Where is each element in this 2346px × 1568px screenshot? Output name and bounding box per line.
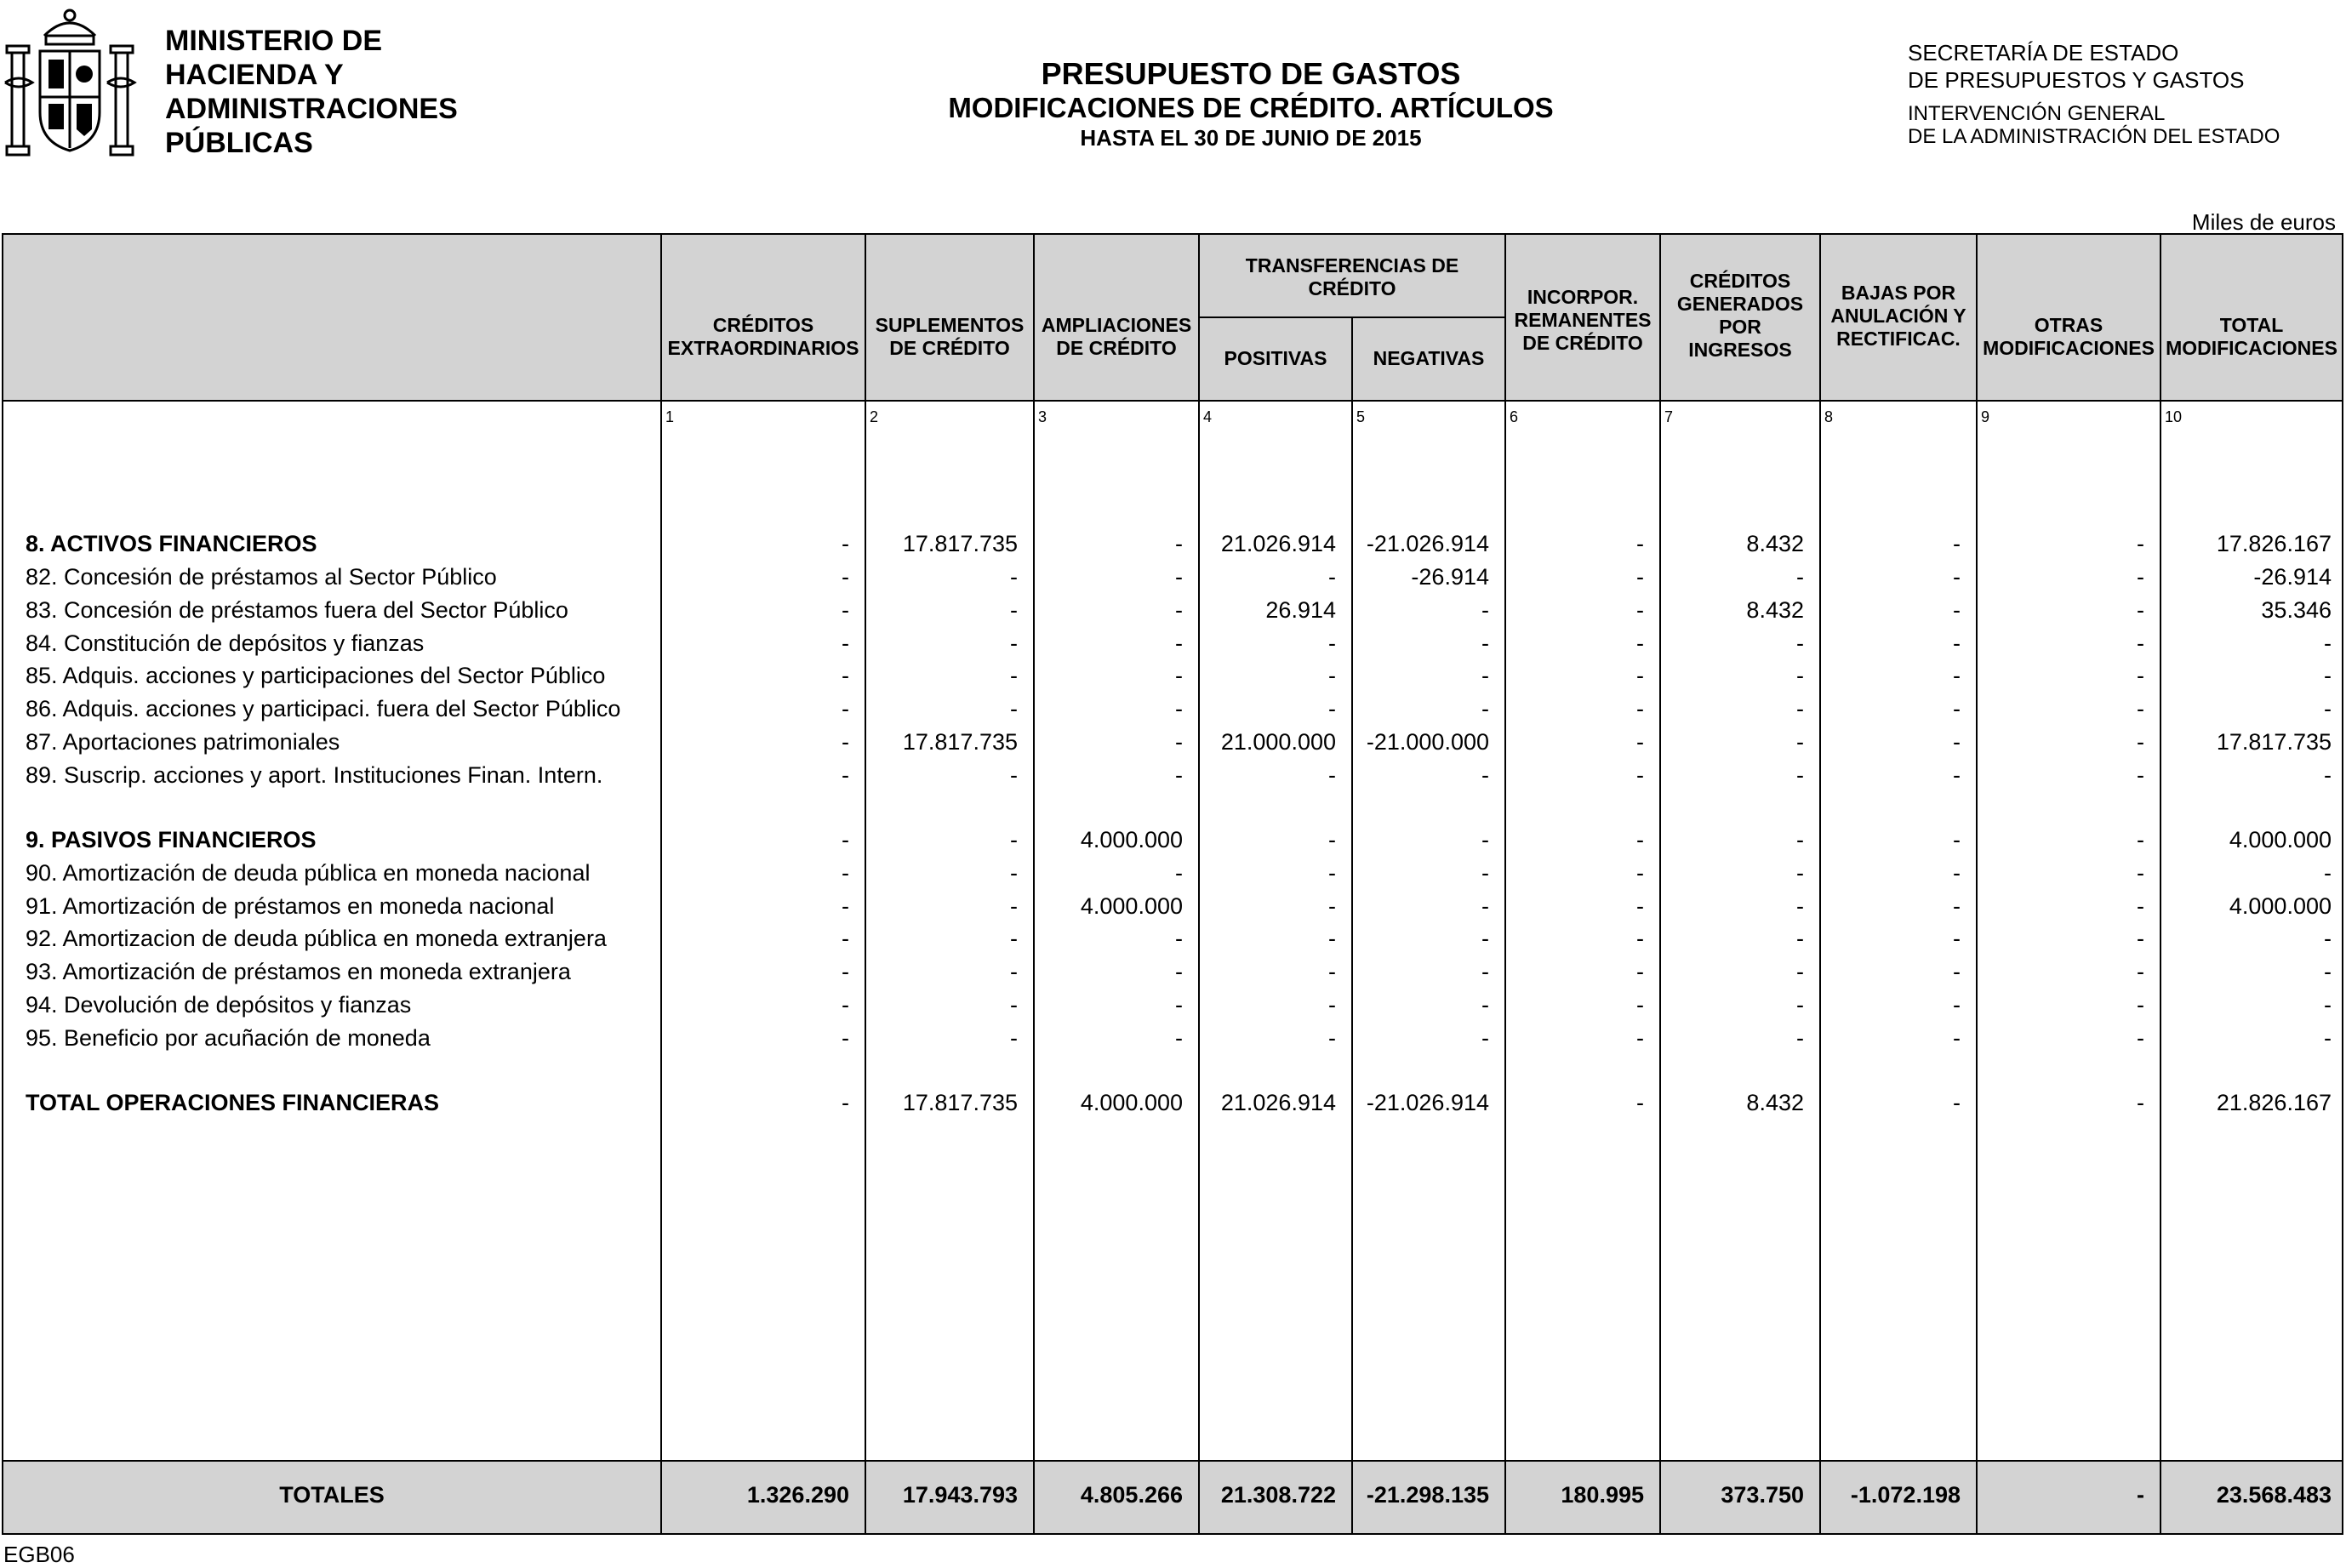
- table-cell: -: [1481, 893, 1489, 919]
- row-label: 9. PASIVOS FINANCIEROS: [26, 827, 317, 852]
- table-cell: -: [1010, 564, 1018, 590]
- table-cell: -: [1636, 564, 1644, 590]
- table-cell: -: [1328, 696, 1336, 721]
- table-cell: 17.817.735: [2216, 729, 2332, 755]
- table-cell: -: [2324, 762, 2332, 788]
- table-cell: -: [2137, 926, 2144, 951]
- table-cell: 8.432: [1746, 531, 1804, 556]
- table-cell: -: [1796, 630, 1804, 656]
- table-cell: -: [1010, 827, 1018, 852]
- table-cell: -: [1796, 729, 1804, 755]
- table-cell: -: [1636, 827, 1644, 852]
- col-divider: [1976, 235, 1978, 1533]
- table-cell: -: [1175, 860, 1183, 886]
- table-cell: 4.000.000: [1080, 1090, 1183, 1115]
- ministry-line: HACIENDA Y: [165, 59, 344, 91]
- table-cell: -: [2324, 1025, 2332, 1051]
- totals-cell: 1.326.290: [746, 1482, 849, 1508]
- table-cell: -: [1328, 893, 1336, 919]
- table-cell: -: [1796, 696, 1804, 721]
- col-header-ampliaciones: AMPLIACIONES DE CRÉDITO: [1041, 314, 1192, 359]
- row-label: 8. ACTIVOS FINANCIEROS: [26, 531, 317, 556]
- table-cell: 17.817.735: [902, 1090, 1018, 1115]
- table-cell: -: [842, 827, 849, 852]
- col-number: 9: [1981, 408, 1990, 425]
- table-cell: -: [1481, 696, 1489, 721]
- table-cell: -: [1481, 992, 1489, 1018]
- table-cell: -: [1175, 1025, 1183, 1051]
- col-divider: [660, 235, 662, 1533]
- col-header-transferencias: TRANSFERENCIAS DE CRÉDITO: [1245, 254, 1459, 299]
- table-cell: -: [1010, 893, 1018, 919]
- secretaria-block: [1908, 39, 2244, 94]
- table-cell: -: [1953, 959, 1961, 984]
- table-cell: -: [1796, 926, 1804, 951]
- table-cell: -: [1796, 959, 1804, 984]
- table-cell: -: [1328, 992, 1336, 1018]
- col-number: 7: [1664, 408, 1674, 425]
- row-label: 84. Constitución de depósitos y fianzas: [26, 630, 425, 656]
- table-cell: -: [1636, 1090, 1644, 1115]
- ministry-line: PÚBLICAS: [165, 127, 313, 159]
- totals-top-line: [3, 1460, 2342, 1462]
- table-cell: -: [1953, 1025, 1961, 1051]
- totals-cell: 4.805.266: [1080, 1482, 1183, 1508]
- table-cell: -: [842, 597, 849, 623]
- table-cell: -: [2137, 564, 2144, 590]
- table-cell: -: [1010, 959, 1018, 984]
- table-cell: -: [1953, 729, 1961, 755]
- table-cell: -: [1175, 959, 1183, 984]
- coat-of-arms-logo: [2, 2, 138, 165]
- col-header-suplementos: SUPLEMENTOS DE CRÉDITO: [875, 314, 1025, 359]
- table-cell: 21.000.000: [1220, 729, 1336, 755]
- table-cell: -: [2324, 992, 2332, 1018]
- table-cell: -: [1010, 762, 1018, 788]
- col-header-total-modificaciones: TOTAL MODIFICACIONES: [2166, 314, 2337, 359]
- ministry-line: MINISTERIO DE: [165, 25, 383, 57]
- row-label: TOTAL OPERACIONES FINANCIERAS: [26, 1090, 440, 1115]
- table-cell: -: [1953, 630, 1961, 656]
- table-cell: -: [1796, 893, 1804, 919]
- table-cell: -: [1175, 663, 1183, 688]
- table-cell: 4.000.000: [2229, 827, 2332, 852]
- table-cell: -: [2137, 663, 2144, 688]
- table-cell: 17.817.735: [902, 729, 1018, 755]
- table-cell: -: [1636, 630, 1644, 656]
- totals-cell: 17.943.793: [902, 1482, 1018, 1508]
- col-header-bajas-anulacion: BAJAS POR ANULACIÓN Y RECTIFICAC.: [1830, 281, 1966, 350]
- table-cell: -: [1953, 827, 1961, 852]
- row-label: 86. Adquis. acciones y participaci. fuera del Sector Público: [26, 696, 621, 721]
- row-label: 90. Amortización de deuda pública en moneda nacional: [26, 860, 591, 886]
- col-number: 3: [1038, 408, 1047, 425]
- totals-cell: 180.995: [1561, 1482, 1644, 1508]
- table-cell: 17.817.735: [902, 531, 1018, 556]
- table-cell: -: [1796, 992, 1804, 1018]
- row-label: 95. Beneficio por acuñación de moneda: [26, 1025, 431, 1051]
- totals-cell: 373.750: [1721, 1482, 1804, 1508]
- table-cell: -: [1175, 696, 1183, 721]
- table-cell: -: [842, 926, 849, 951]
- table-cell: -: [1481, 926, 1489, 951]
- table-cell: -: [1481, 663, 1489, 688]
- report-title-block: [766, 56, 1736, 151]
- col-number: 5: [1356, 408, 1366, 425]
- secretaria-line: DE PRESUPUESTOS Y GASTOS: [1908, 67, 2245, 93]
- table-cell: 26.914: [1265, 597, 1336, 623]
- table-cell: -: [842, 663, 849, 688]
- table-cell: -: [842, 959, 849, 984]
- row-label: 82. Concesión de préstamos al Sector Público: [26, 564, 497, 590]
- table-cell: -: [1175, 762, 1183, 788]
- table-cell: -: [2137, 597, 2144, 623]
- table-cell: -: [842, 630, 849, 656]
- table-cell: -: [1953, 992, 1961, 1018]
- table-cell: -21.000.000: [1366, 729, 1489, 755]
- col-header-positivas: POSITIVAS: [1224, 346, 1327, 369]
- col-header-negativas: NEGATIVAS: [1373, 346, 1485, 369]
- table-cell: -: [2137, 959, 2144, 984]
- table-cell: -: [1953, 893, 1961, 919]
- table-cell: -: [2137, 729, 2144, 755]
- intervencion-line: DE LA ADMINISTRACIÓN DEL ESTADO: [1908, 125, 2280, 148]
- table-cell: 4.000.000: [1080, 893, 1183, 919]
- row-label: 87. Aportaciones patrimoniales: [26, 729, 340, 755]
- table-cell: -: [1796, 663, 1804, 688]
- table-cell: -: [2137, 860, 2144, 886]
- table-cell: -: [1481, 827, 1489, 852]
- table-cell: -: [1175, 926, 1183, 951]
- header-bottom-line: [3, 400, 2342, 402]
- table-cell: 8.432: [1746, 1090, 1804, 1115]
- totals-cell: 23.568.483: [2216, 1482, 2332, 1508]
- table-cell: -: [1481, 1025, 1489, 1051]
- table-cell: -: [1328, 564, 1336, 590]
- table-cell: -: [2324, 959, 2332, 984]
- table-cell: -: [842, 531, 849, 556]
- ministry-name: [165, 24, 458, 160]
- table-cell: -: [1796, 762, 1804, 788]
- table-cell: 17.826.167: [2216, 531, 2332, 556]
- table-cell: -: [1481, 630, 1489, 656]
- table-cell: -: [1175, 630, 1183, 656]
- totals-cell: 21.308.722: [1220, 1482, 1336, 1508]
- table-cell: -: [1953, 860, 1961, 886]
- table-cell: -: [1953, 1090, 1961, 1115]
- col-divider: [2160, 235, 2161, 1533]
- table-cell: -: [1328, 1025, 1336, 1051]
- table-cell: -: [1175, 531, 1183, 556]
- table-cell: -26.914: [1411, 564, 1489, 590]
- row-label: 83. Concesión de préstamos fuera del Sector Público: [26, 597, 568, 623]
- report-subtitle: MODIFICACIONES DE CRÉDITO. ARTÍCULOS: [948, 92, 1554, 123]
- table-cell: -: [842, 992, 849, 1018]
- col-header-otras-modificaciones: OTRAS MODIFICACIONES: [1983, 314, 2155, 359]
- table-cell: -: [842, 696, 849, 721]
- col-header-creditos-generados: CRÉDITOS GENERADOS POR INGRESOS: [1676, 270, 1804, 361]
- col-header-creditos-extraordinarios: CRÉDITOS EXTRAORDINARIOS: [667, 314, 859, 359]
- report-title: PRESUPUESTO DE GASTOS: [1041, 56, 1461, 91]
- row-label: 93. Amortización de préstamos en moneda extranjera: [26, 959, 571, 984]
- table-cell: -: [1328, 762, 1336, 788]
- table-cell: -: [2324, 663, 2332, 688]
- table-cell: -: [1175, 992, 1183, 1018]
- table-cell: -: [2137, 762, 2144, 788]
- table-cell: -: [1636, 959, 1644, 984]
- table-cell: -: [1953, 696, 1961, 721]
- ministry-line: ADMINISTRACIONES: [165, 93, 458, 125]
- table-cell: -: [1175, 597, 1183, 623]
- table-cell: 8.432: [1746, 597, 1804, 623]
- table-cell: -: [842, 860, 849, 886]
- table-cell: -: [1481, 959, 1489, 984]
- table-cell: -: [842, 1025, 849, 1051]
- row-label: 89. Suscrip. acciones y aport. Instituciones Finan. Intern.: [26, 762, 603, 788]
- col-number: 6: [1510, 408, 1519, 425]
- table-cell: -: [1010, 597, 1018, 623]
- totals-label: TOTALES: [279, 1482, 385, 1508]
- units-label: Miles de euros: [2191, 209, 2336, 235]
- table-cell: -: [1328, 663, 1336, 688]
- table-cell: -: [1481, 860, 1489, 886]
- col-number: 10: [2165, 408, 2183, 425]
- table-cell: -: [1328, 959, 1336, 984]
- table-cell: -: [1481, 762, 1489, 788]
- table-cell: -: [2324, 696, 2332, 721]
- col-header-incorpor-remanentes: INCORPOR. REMANENTES DE CRÉDITO: [1514, 285, 1652, 354]
- table-cell: -26.914: [2253, 564, 2332, 590]
- col-number: 4: [1203, 408, 1213, 425]
- table-cell: -: [1175, 564, 1183, 590]
- table-cell: -: [1328, 827, 1336, 852]
- table-cell: -: [1010, 1025, 1018, 1051]
- table-cell: -: [2137, 531, 2144, 556]
- table-cell: 4.000.000: [2229, 893, 2332, 919]
- intervencion-block: [1908, 102, 2280, 148]
- credit-modifications-table: [2, 233, 2343, 1535]
- table-cell: 35.346: [2261, 597, 2332, 623]
- table-cell: -: [2324, 630, 2332, 656]
- table-cell: -: [1010, 860, 1018, 886]
- table-cell: -: [1953, 762, 1961, 788]
- table-cell: -: [842, 762, 849, 788]
- table-cell: -: [1636, 992, 1644, 1018]
- table-cell: -: [842, 1090, 849, 1115]
- table-cell: -: [1953, 926, 1961, 951]
- table-cell: -: [1636, 729, 1644, 755]
- table-cell: -: [1010, 926, 1018, 951]
- table-cell: -: [2324, 860, 2332, 886]
- table-cell: -: [1010, 992, 1018, 1018]
- table-cell: -: [1010, 663, 1018, 688]
- intervencion-line: INTERVENCIÓN GENERAL: [1908, 102, 2166, 125]
- table-cell: -: [1328, 860, 1336, 886]
- table-cell: -: [2137, 1090, 2144, 1115]
- table-cell: -: [2137, 696, 2144, 721]
- row-label: 85. Adquis. acciones y participaciones del Sector Público: [26, 663, 606, 688]
- row-label: 91. Amortización de préstamos en moneda nacional: [26, 893, 555, 919]
- table-cell: -: [2324, 926, 2332, 951]
- row-label: 92. Amortizacion de deuda pública en moneda extranjera: [26, 926, 607, 951]
- table-cell: -: [1636, 1025, 1644, 1051]
- table-cell: -: [1481, 597, 1489, 623]
- table-cell: -: [1636, 860, 1644, 886]
- table-cell: -: [1636, 926, 1644, 951]
- table-cell: -: [1796, 1025, 1804, 1051]
- table-cell: -: [1636, 531, 1644, 556]
- table-cell: -: [1796, 860, 1804, 886]
- table-cell: -: [1636, 696, 1644, 721]
- table-cell: -: [1010, 696, 1018, 721]
- col-number: 8: [1824, 408, 1834, 425]
- col-number: 1: [665, 408, 675, 425]
- table-cell: -: [1636, 762, 1644, 788]
- table-cell: -: [1796, 564, 1804, 590]
- table-cell: -: [1953, 531, 1961, 556]
- table-cell: -: [2137, 992, 2144, 1018]
- table-cell: -: [842, 564, 849, 590]
- table-cell: 4.000.000: [1080, 827, 1183, 852]
- table-cell: -: [1953, 597, 1961, 623]
- col-divider: [1351, 316, 1353, 1533]
- table-cell: -: [842, 729, 849, 755]
- table-cell: -: [1796, 827, 1804, 852]
- table-cell: -: [1953, 663, 1961, 688]
- col-number: 2: [870, 408, 879, 425]
- table-cell: -: [1636, 893, 1644, 919]
- table-cell: -21.026.914: [1366, 1090, 1489, 1115]
- report-period: HASTA EL 30 DE JUNIO DE 2015: [1080, 125, 1422, 151]
- table-cell: -: [1636, 663, 1644, 688]
- totals-cell: -21.298.135: [1366, 1482, 1489, 1508]
- table-cell: -21.026.914: [1366, 531, 1489, 556]
- table-cell: 21.026.914: [1220, 531, 1336, 556]
- table-cell: -: [1636, 597, 1644, 623]
- secretaria-line: SECRETARÍA DE ESTADO: [1908, 40, 2179, 66]
- table-cell: -: [1328, 926, 1336, 951]
- table-cell: 21.026.914: [1220, 1090, 1336, 1115]
- table-cell: -: [2137, 827, 2144, 852]
- table-cell: -: [1175, 729, 1183, 755]
- row-label: 94. Devolución de depósitos y fianzas: [26, 992, 412, 1018]
- table-cell: -: [842, 893, 849, 919]
- table-cell: -: [2137, 1025, 2144, 1051]
- table-cell: 21.826.167: [2216, 1090, 2332, 1115]
- totals-cell: -1.072.198: [1850, 1482, 1961, 1508]
- footer-code: EGB06: [3, 1542, 75, 1567]
- totals-cell: -: [2137, 1482, 2144, 1508]
- table-cell: -: [1010, 630, 1018, 656]
- table-cell: -: [2137, 893, 2144, 919]
- table-cell: -: [2137, 630, 2144, 656]
- table-cell: -: [1328, 630, 1336, 656]
- table-cell: -: [1953, 564, 1961, 590]
